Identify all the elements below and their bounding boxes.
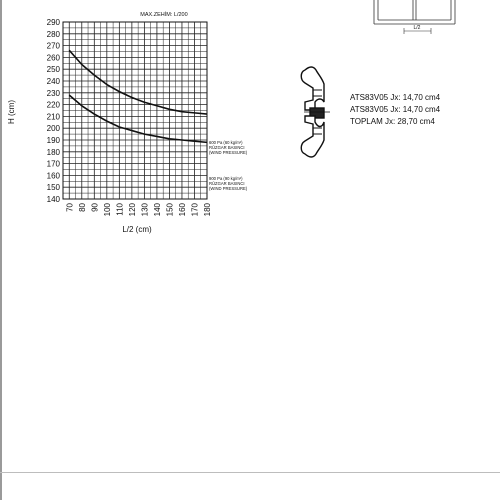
y-tick-label: 150: [46, 183, 60, 193]
x-tick-label: 110: [115, 203, 125, 216]
chart-title: MAX.ZEHİM: L/200: [140, 12, 188, 18]
x-tick-label: 100: [102, 203, 112, 217]
series-2-label-line-1: 900 Pa (90 kg/m²): [209, 176, 243, 181]
y-tick-label: 160: [46, 171, 60, 181]
y-tick-label: 280: [46, 29, 60, 39]
x-tick-label: 80: [77, 203, 87, 212]
y-tick-label: 170: [46, 159, 60, 169]
x-tick-label: 90: [90, 203, 100, 212]
profile-info-line-3: TOPLAM Jx: 28,70 cm4: [350, 117, 435, 126]
x-tick-label: 170: [190, 203, 200, 217]
x-tick-label: 180: [203, 203, 212, 217]
series-1-annotation: [209, 140, 248, 155]
series-2-label-line-3: (WIND PRESSURE): [209, 186, 248, 191]
y-tick-label: 190: [46, 136, 60, 145]
y-tick-label: 240: [46, 77, 60, 86]
y-tick-label: 290: [46, 18, 60, 27]
y-tick-label: 230: [46, 88, 60, 98]
series-1-label-line-3: (WIND PRESSURE): [209, 150, 248, 155]
x-tick-label: 70: [65, 203, 75, 212]
x-tick-label: 150: [165, 203, 175, 217]
dimension-label: L/2: [413, 25, 421, 31]
x-axis-label: L/2 (cm): [122, 225, 152, 234]
y-tick-label: 180: [46, 147, 60, 157]
profile-section-icon: [301, 67, 330, 157]
y-tick-label: 140: [46, 195, 60, 204]
y-tick-label: 220: [46, 100, 60, 110]
x-tick-label: 130: [140, 203, 150, 217]
series-2-label-line-2: RÜZGAR BASINCI: [209, 181, 245, 186]
y-tick-label: 200: [46, 124, 60, 134]
x-tick-label: 120: [127, 203, 137, 217]
series-1-label-line-2: RÜZGAR BASINCI: [209, 145, 245, 150]
x-tick-label: 160: [177, 203, 187, 217]
y-tick-label: 270: [46, 41, 60, 51]
profile-info-line-1: ATS83V05 Jx: 14,70 cm4: [350, 93, 441, 102]
y-tick-label: 260: [46, 53, 60, 63]
grid: [63, 22, 207, 199]
y-axis-label: H (cm): [7, 100, 16, 124]
y-tick-labels: [47, 18, 61, 204]
series-2-annotation: [209, 176, 248, 191]
profile-info-line-2: ATS83V05 Jx: 14,70 cm4: [350, 105, 441, 114]
y-tick-label: 250: [46, 65, 60, 75]
y-tick-label: 210: [46, 112, 60, 122]
x-tick-labels: [65, 202, 212, 216]
x-tick-label: 140: [152, 203, 162, 217]
series-1-label-line-1: 600 Pa (60 kg/m²): [209, 140, 243, 145]
